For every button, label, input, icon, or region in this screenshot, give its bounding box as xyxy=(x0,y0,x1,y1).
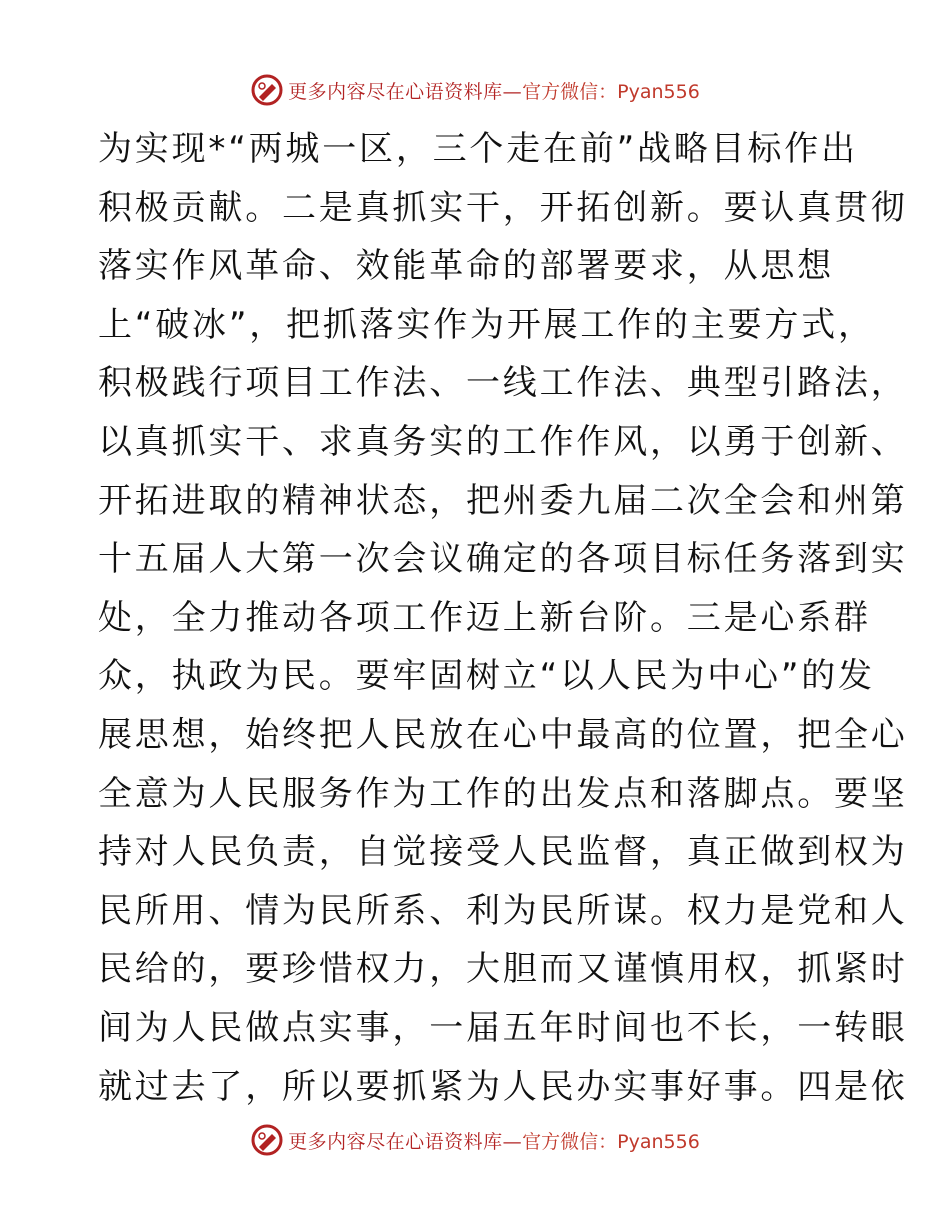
body-line: 上“破冰”，把抓落实作为开展工作的主要方式， xyxy=(98,304,875,345)
body-line: 处，全力推动各项工作迈上新台阶。三是心系群 xyxy=(98,597,871,638)
body-line: 落实作风革命、效能革命的部署要求，从思想 xyxy=(98,246,834,287)
body-line: 十五届人大第一次会议确定的各项目标任务落到实 xyxy=(98,539,908,580)
document-body xyxy=(98,126,908,1122)
body-line: 民所用、情为民所系、利为民所谋。权力是党和人 xyxy=(98,890,908,931)
body-line: 展思想，始终把人民放在心中最高的位置，把全心 xyxy=(98,714,908,755)
body-line: 以真抓实干、求真务实的工作作风，以勇于创新、 xyxy=(98,421,908,462)
footer-wechat-text: 官方微信：Pyan556 xyxy=(522,1130,700,1153)
body-line: 就过去了，所以要抓紧为人民办实事好事。四是依 xyxy=(98,1066,908,1107)
footer-banner-text: 更多内容尽在心语资料库— xyxy=(288,1130,523,1153)
body-line: 全意为人民服务作为工作的出发点和落脚点。要坚 xyxy=(98,773,908,814)
header-banner xyxy=(0,70,950,110)
header-wechat-text: 官方微信：Pyan556 xyxy=(522,80,700,103)
header-banner-text: 更多内容尽在心语资料库— xyxy=(288,80,523,103)
body-line: 众，执政为民。要牢固树立“以人民为中心”的发 xyxy=(98,656,875,697)
body-line: 持对人民负责，自觉接受人民监督，真正做到权为 xyxy=(98,832,908,873)
body-line: 为实现*“两城一区，三个走在前”战略目标作出 xyxy=(98,129,858,169)
body-line: 积极贡献。二是真抓实干，开拓创新。要认真贯彻 xyxy=(98,187,908,228)
body-line: 间为人民做点实事，一届五年时间也不长，一转眼 xyxy=(98,1007,908,1048)
footer-banner xyxy=(0,1120,950,1160)
body-line: 民给的，要珍惜权力，大胆而又谨慎用权，抓紧时 xyxy=(98,949,908,990)
body-line: 积极践行项目工作法、一线工作法、典型引路法， xyxy=(98,363,908,404)
brand-logo-icon xyxy=(250,1123,284,1157)
body-line: 开拓进取的精神状态，把州委九届二次全会和州第 xyxy=(98,480,908,521)
brand-logo-icon xyxy=(250,73,284,107)
